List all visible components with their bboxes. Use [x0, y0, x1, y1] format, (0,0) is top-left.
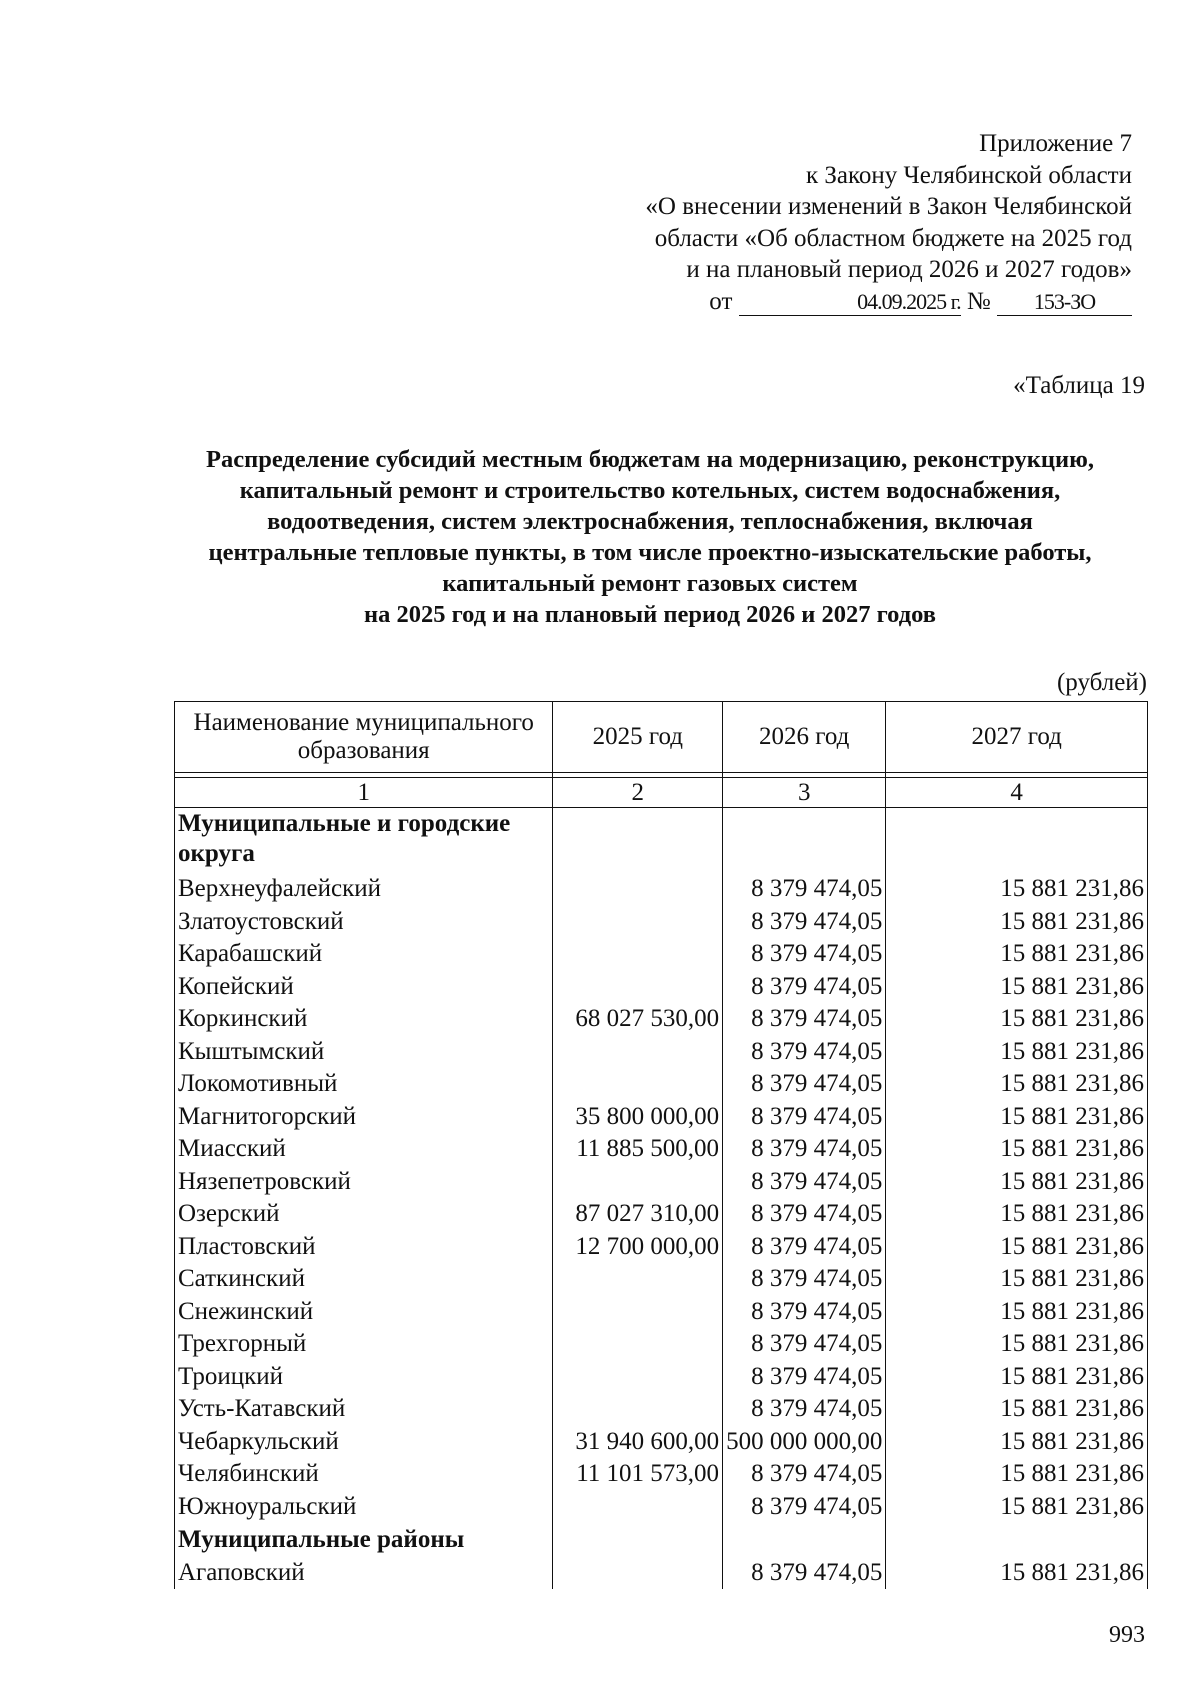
value-2026: 8 379 474,05	[723, 1263, 886, 1296]
value-2025: 11 101 573,00	[553, 1458, 723, 1491]
value-2027: 15 881 231,86	[886, 1198, 1148, 1231]
value-2027: 15 881 231,86	[886, 1458, 1148, 1491]
municipality-name: Трехгорный	[175, 1328, 553, 1361]
value-2025: 12 700 000,00	[553, 1231, 723, 1264]
value-2025: 11 885 500,00	[553, 1133, 723, 1166]
value-2027: 15 881 231,86	[886, 1296, 1148, 1329]
header-name-line: образования	[297, 737, 430, 764]
units-label: (рублей)	[1056, 669, 1147, 696]
value-2027: 15 881 231,86	[886, 971, 1148, 1004]
table-row	[175, 1491, 1148, 1524]
table-row	[175, 1003, 1148, 1036]
law-number: 153-ЗО	[997, 289, 1132, 316]
value-2025	[553, 1296, 723, 1329]
value-2025	[553, 1361, 723, 1394]
number-label: №	[966, 287, 991, 315]
value-2025	[553, 1036, 723, 1069]
header-name-line: Наименование муниципального	[193, 709, 534, 736]
group-title: Муниципальные и городские округа	[175, 808, 553, 874]
appendix-line: Приложение 7	[979, 130, 1132, 157]
appendix-line: и на плановый период 2026 и 2027 годов»	[686, 256, 1132, 283]
municipality-name: Троицкий	[175, 1361, 553, 1394]
table-row	[175, 1231, 1148, 1264]
header-2027: 2027 год	[886, 702, 1148, 773]
appendix-line: к Закону Челябинской области	[806, 161, 1132, 189]
value-2027: 15 881 231,86	[886, 1263, 1148, 1296]
value-2026: 8 379 474,05	[723, 906, 886, 939]
appendix-line: области «Об областном бюджете на 2025 год	[654, 224, 1132, 252]
table-row	[175, 1263, 1148, 1296]
header-2025: 2025 год	[553, 702, 723, 773]
value-2025	[553, 1557, 723, 1590]
value-2026: 8 379 474,05	[723, 1557, 886, 1590]
value-2027: 15 881 231,86	[886, 1231, 1148, 1264]
header-row	[175, 702, 1148, 773]
municipality-name: Южноуральский	[175, 1491, 553, 1524]
value-2027: 15 881 231,86	[886, 1003, 1148, 1036]
column-number: 3	[723, 778, 886, 808]
municipality-name: Верхнеуфалейский	[175, 873, 553, 906]
value-2025	[553, 938, 723, 971]
table-row	[175, 1361, 1148, 1394]
column-number-row	[175, 778, 1148, 808]
group-row	[175, 808, 1148, 874]
value-2025	[553, 1263, 723, 1296]
value-2025: 87 027 310,00	[553, 1198, 723, 1231]
value-2026: 8 379 474,05	[723, 1231, 886, 1264]
value-2027: 15 881 231,86	[886, 1068, 1148, 1101]
appendix-header	[645, 128, 1132, 317]
value-2025	[553, 1166, 723, 1199]
value-2026: 8 379 474,05	[723, 1458, 886, 1491]
table-row	[175, 873, 1148, 906]
subsidy-table	[174, 701, 1148, 1589]
value-2027: 15 881 231,86	[886, 873, 1148, 906]
value-2027: 15 881 231,86	[886, 1491, 1148, 1524]
value-2027: 15 881 231,86	[886, 938, 1148, 971]
value-2027: 15 881 231,86	[886, 1166, 1148, 1199]
table-row	[175, 906, 1148, 939]
page-title	[170, 444, 1130, 630]
title-line: центральные тепловые пункты, в том числе проектно-изыскательские работы,	[208, 539, 1092, 566]
page-number: 993	[1109, 1622, 1145, 1648]
table-row	[175, 1328, 1148, 1361]
value-2025	[553, 906, 723, 939]
value-2025	[553, 1068, 723, 1101]
table-row	[175, 1068, 1148, 1101]
municipality-name: Усть-Катавский	[175, 1393, 553, 1426]
table-row	[175, 1296, 1148, 1329]
municipality-name: Саткинский	[175, 1263, 553, 1296]
value-2027: 15 881 231,86	[886, 1426, 1148, 1459]
value-2025: 35 800 000,00	[553, 1101, 723, 1134]
value-2026: 8 379 474,05	[723, 1491, 886, 1524]
municipality-name: Чебаркульский	[175, 1426, 553, 1459]
value-2026: 8 379 474,05	[723, 1166, 886, 1199]
table-row	[175, 1166, 1148, 1199]
municipality-name: Агаповский	[175, 1557, 553, 1590]
table-row	[175, 1036, 1148, 1069]
title-line: Распределение субсидий местным бюджетам на модернизацию, реконструкцию,	[206, 446, 1094, 473]
value-2026: 8 379 474,05	[723, 873, 886, 906]
value-2027: 15 881 231,86	[886, 1328, 1148, 1361]
column-number: 2	[553, 778, 723, 808]
value-2027: 15 881 231,86	[886, 1036, 1148, 1069]
municipality-name: Озерский	[175, 1198, 553, 1231]
value-2026: 8 379 474,05	[723, 1296, 886, 1329]
header-2026: 2026 год	[723, 702, 886, 773]
value-2025: 68 027 530,00	[553, 1003, 723, 1036]
law-reference	[645, 286, 1132, 318]
table-row	[175, 1393, 1148, 1426]
municipality-name: Пластовский	[175, 1231, 553, 1264]
table-label: «Таблица 19	[1013, 372, 1145, 399]
table-row	[175, 1198, 1148, 1231]
value-2026: 8 379 474,05	[723, 938, 886, 971]
table-row	[175, 971, 1148, 1004]
table-row	[175, 1101, 1148, 1134]
value-2027: 15 881 231,86	[886, 1557, 1148, 1590]
value-2027: 15 881 231,86	[886, 1361, 1148, 1394]
law-date: 04.09.2025 г.	[739, 289, 961, 316]
column-number: 4	[886, 778, 1148, 808]
value-2026: 8 379 474,05	[723, 1101, 886, 1134]
municipality-name: Нязепетровский	[175, 1166, 553, 1199]
group-row	[175, 1523, 1148, 1557]
value-2025	[553, 1491, 723, 1524]
value-2026: 8 379 474,05	[723, 1133, 886, 1166]
value-2027: 15 881 231,86	[886, 1393, 1148, 1426]
value-2027: 15 881 231,86	[886, 1101, 1148, 1134]
municipality-name: Коркинский	[175, 1003, 553, 1036]
column-number: 1	[175, 778, 553, 808]
value-2026: 8 379 474,05	[723, 1198, 886, 1231]
municipality-name: Магнитогорский	[175, 1101, 553, 1134]
value-2026: 8 379 474,05	[723, 1328, 886, 1361]
municipality-name: Локомотивный	[175, 1068, 553, 1101]
municipality-name: Миасский	[175, 1133, 553, 1166]
value-2026: 8 379 474,05	[723, 1393, 886, 1426]
value-2026: 8 379 474,05	[723, 971, 886, 1004]
from-label: от	[709, 287, 733, 315]
value-2025	[553, 873, 723, 906]
table-row	[175, 1426, 1148, 1459]
value-2026: 8 379 474,05	[723, 1036, 886, 1069]
value-2026: 500 000 000,00	[723, 1426, 886, 1459]
appendix-line: «О внесении изменений в Закон Челябинской	[645, 193, 1132, 220]
table-row	[175, 938, 1148, 971]
municipality-name: Челябинский	[175, 1458, 553, 1491]
municipality-name: Снежинский	[175, 1296, 553, 1329]
value-2025	[553, 1393, 723, 1426]
value-2026: 8 379 474,05	[723, 1361, 886, 1394]
group-title: Муниципальные районы	[175, 1523, 553, 1557]
value-2025: 31 940 600,00	[553, 1426, 723, 1459]
value-2025	[553, 971, 723, 1004]
table-row	[175, 1557, 1148, 1590]
value-2026: 8 379 474,05	[723, 1068, 886, 1101]
title-line: на 2025 год и на плановый период 2026 и 2027 годов	[363, 601, 936, 628]
municipality-name: Кыштымский	[175, 1036, 553, 1069]
municipality-name: Копейский	[175, 971, 553, 1004]
municipality-name: Златоустовский	[175, 906, 553, 939]
title-line: водоотведения, систем электроснабжения, теплоснабжения, включая	[267, 508, 1033, 535]
municipality-name: Карабашский	[175, 938, 553, 971]
value-2026: 8 379 474,05	[723, 1003, 886, 1036]
table-row	[175, 1133, 1148, 1166]
value-2027: 15 881 231,86	[886, 906, 1148, 939]
table-row	[175, 1458, 1148, 1491]
value-2027: 15 881 231,86	[886, 1133, 1148, 1166]
title-line: капитальный ремонт газовых систем	[442, 570, 858, 597]
value-2025	[553, 1328, 723, 1361]
header-name	[175, 702, 553, 773]
title-line: капитальный ремонт и строительство котельных, систем водоснабжения,	[239, 477, 1061, 504]
